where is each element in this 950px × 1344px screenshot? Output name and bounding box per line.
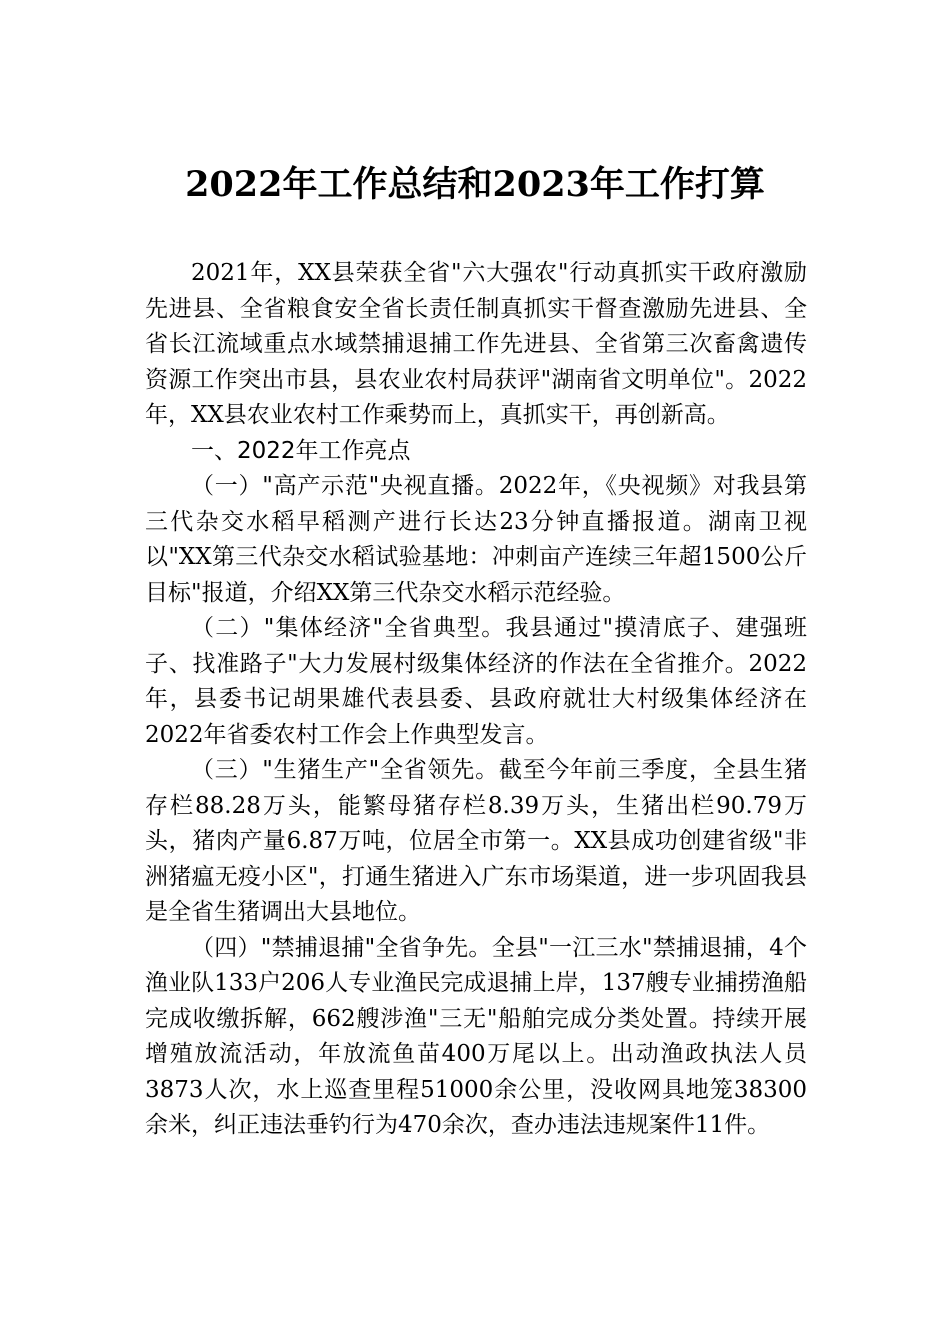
item-paragraph-3 bbox=[145, 753, 807, 931]
item-text: 全县"一江三水"禁捕退捕，4个渔业队133户206人专业渔民完成退捕上岸，137艘专业捕捞渔船完成收缴拆解，662艘涉渔"三无"船舶完成分类处置。持续开展增殖放流活动，年放流鱼苗400万尾以上。出动渔政执法人员3873人次，水上巡查里程51000余公里，没收网具地笼38300余米，纠正违法垂钓行为470余次，查办违法违规案件11件。 bbox=[145, 934, 807, 1138]
item-lead: （三）"生猪生产"全省领先。 bbox=[191, 757, 499, 783]
item-lead: （一）"高产示范"央视直播。 bbox=[191, 473, 499, 499]
item-text: 我县通过"摸清底子、建强班子、找准路子"大力发展村级集体经济的作法在全省推介。2022年，县委书记胡果雄代表县委、县政府就壮大村级集体经济在2022年省委农村工作会上作典型发言。 bbox=[145, 615, 807, 748]
document-title: 2022年工作总结和2023年工作打算 bbox=[185, 164, 765, 205]
item-paragraph-2 bbox=[145, 611, 807, 753]
item-paragraph-4 bbox=[145, 931, 807, 1144]
intro-paragraph: 2021年，XX县荣获全省"六大强农"行动真抓实干政府激励先进县、全省粮食安全省长责任制真抓实干督查激励先进县、全省长江流域重点水域禁捕退捕工作先进县、全省第三次畜禽遗传资源工作突出市县，县农业农村局获评"湖南省文明单位"。2022年，XX县农业农村工作乘势而上，真抓实干，再创新高。 bbox=[145, 260, 807, 428]
item-paragraph-1 bbox=[145, 469, 807, 611]
item-text: 截至今年前三季度，全县生猪存栏88.28万头，能繁母猪存栏8.39万头，生猪出栏90.79万头，猪肉产量6.87万吨，位居全市第一。XX县成功创建省级"非洲猪瘟无疫小区"，打通生猪进入广东市场渠道，进一步巩固我县是全省生猪调出大县地位。 bbox=[145, 757, 807, 925]
item-text: 2022年，《央视频》对我县第三代杂交水稻早稻测产进行长达23分钟直播报道。湖南卫视以"XX第三代杂交水稻试验基地：冲刺亩产连续三年超1500公斤目标"报道，介绍XX第三代杂交水稻示范经验。 bbox=[145, 473, 807, 606]
item-lead: （四）"禁捕退捕"全省争先。 bbox=[191, 934, 492, 961]
section-heading: 一、2022年工作亮点 bbox=[191, 437, 411, 464]
item-lead: （二）"集体经济"全省典型。 bbox=[191, 615, 506, 641]
document-body bbox=[145, 256, 807, 1144]
